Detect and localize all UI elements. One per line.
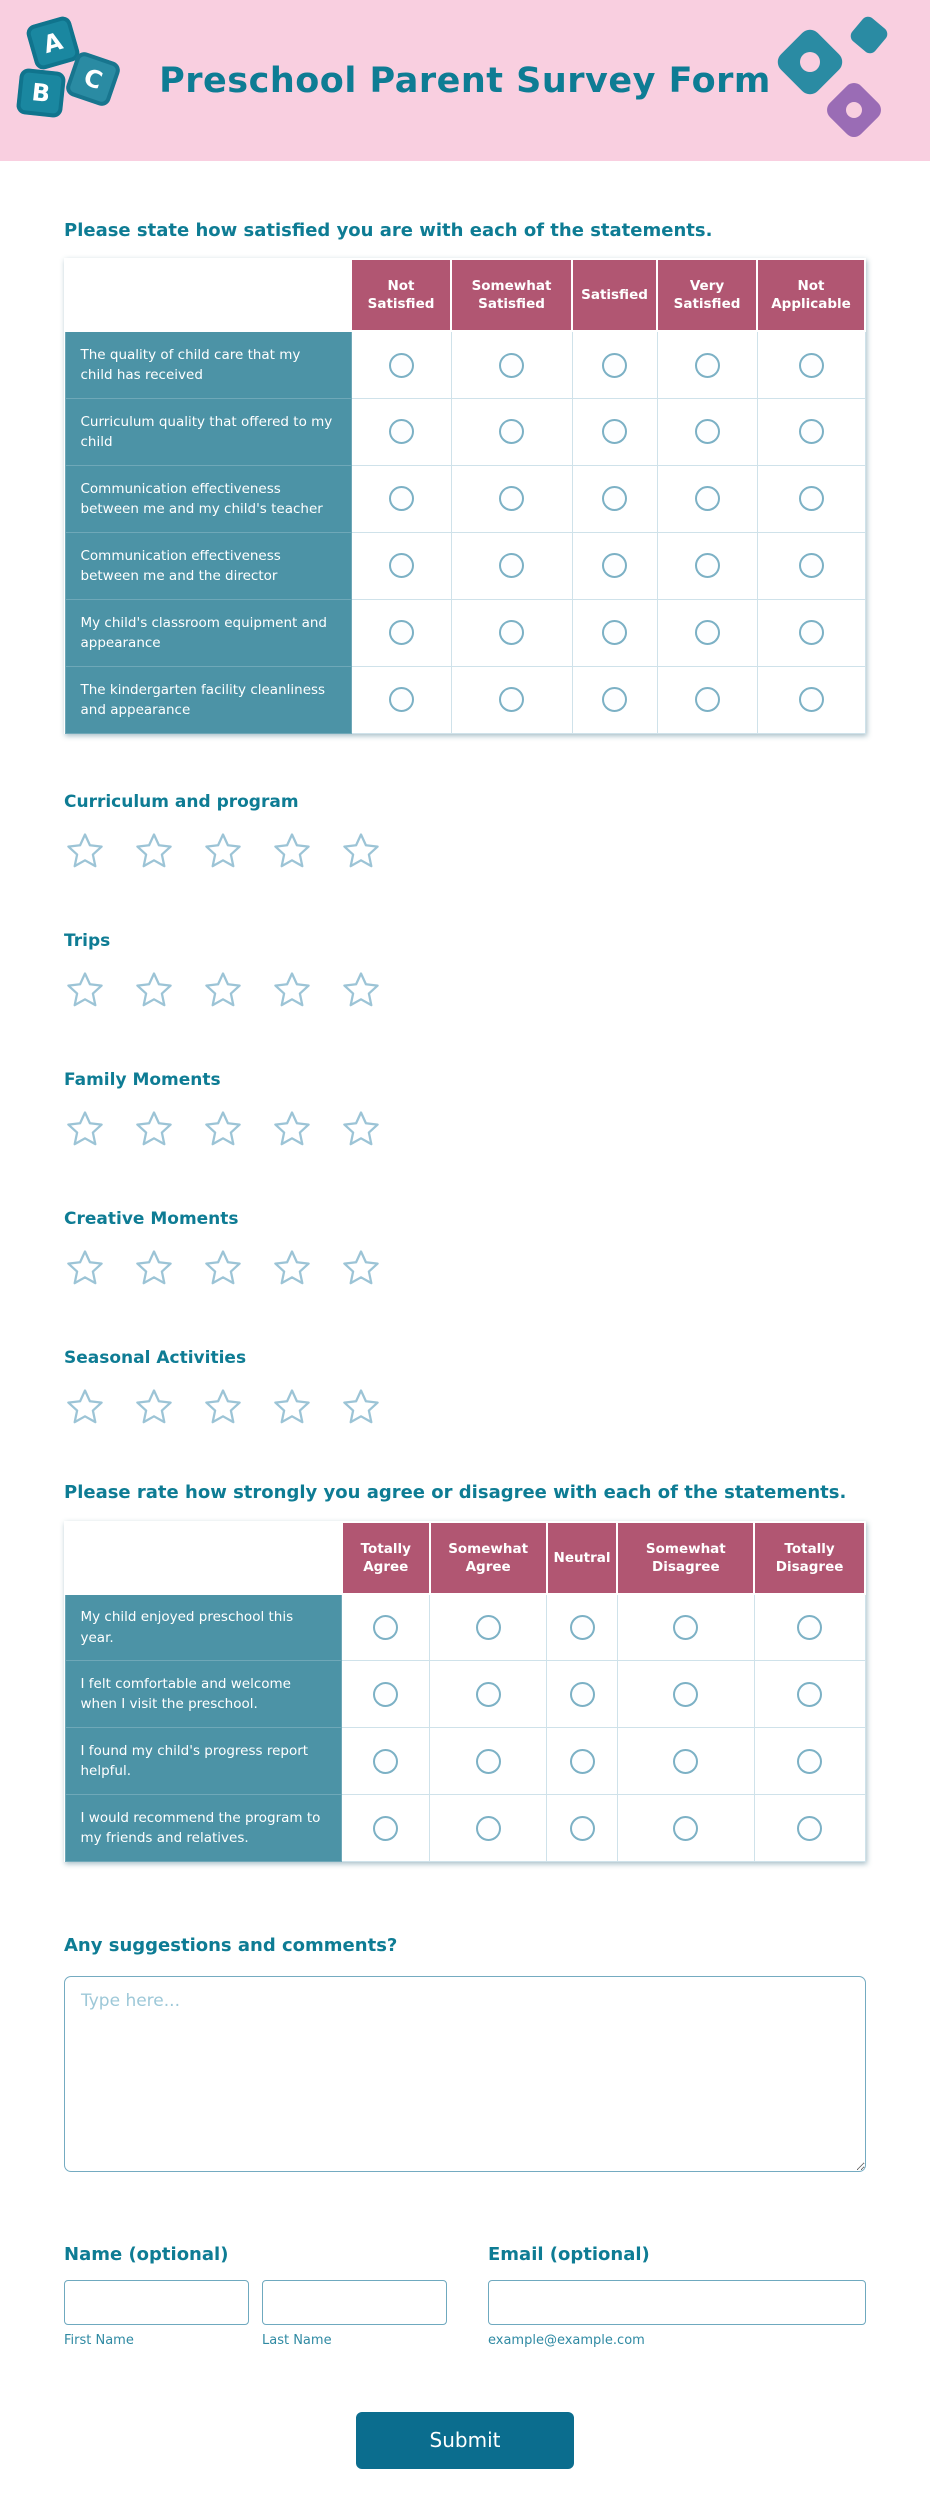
row-label: I felt comfortable and welcome when I visit the preschool.: [65, 1661, 342, 1728]
radio-option[interactable]: [389, 687, 414, 712]
star-icon[interactable]: [202, 1387, 244, 1429]
column-header: Totally Disagree: [754, 1522, 865, 1594]
column-header: Very Satisfied: [657, 259, 757, 331]
star-rating-family-moments: [64, 1109, 866, 1151]
star-icon[interactable]: [271, 1109, 313, 1151]
star-icon[interactable]: [340, 831, 382, 873]
matrix-row: [65, 1594, 865, 1661]
radio-option[interactable]: [499, 553, 524, 578]
column-header: Totally Agree: [342, 1522, 430, 1594]
matrix-row: [65, 331, 865, 398]
matrix-row: [65, 465, 865, 532]
star-rating-label: Trips: [64, 930, 111, 951]
column-header: Satisfied: [572, 259, 657, 331]
radio-option[interactable]: [797, 1615, 822, 1640]
row-label: Communication effectiveness between me and my child's teacher: [65, 465, 351, 532]
radio-option[interactable]: [570, 1749, 595, 1774]
block-letter: B: [30, 78, 52, 108]
radio-option[interactable]: [797, 1682, 822, 1707]
radio-option[interactable]: [570, 1615, 595, 1640]
radio-option[interactable]: [695, 353, 720, 378]
star-rating-trips: [64, 970, 866, 1012]
star-icon[interactable]: [271, 1387, 313, 1429]
star-icon[interactable]: [202, 1109, 244, 1151]
radio-option[interactable]: [602, 687, 627, 712]
star-icon[interactable]: [133, 831, 175, 873]
radio-option[interactable]: [673, 1749, 698, 1774]
name-email-row: [64, 2244, 866, 2348]
radio-option[interactable]: [673, 1615, 698, 1640]
radio-option[interactable]: [797, 1749, 822, 1774]
radio-option[interactable]: [389, 553, 414, 578]
purple-diamond-icon: [823, 79, 885, 141]
star-icon[interactable]: [271, 970, 313, 1012]
letter-block-b-icon: [16, 68, 67, 119]
radio-option[interactable]: [799, 553, 824, 578]
star-icon[interactable]: [133, 970, 175, 1012]
radio-option[interactable]: [499, 353, 524, 378]
block-letter: A: [40, 26, 66, 60]
email-field-label: Email (optional): [488, 2243, 650, 2265]
radio-option[interactable]: [373, 1749, 398, 1774]
radio-option[interactable]: [673, 1682, 698, 1707]
row-label: The quality of child care that my child has received: [65, 331, 351, 398]
row-label: Curriculum quality that offered to my child: [65, 398, 351, 465]
email-field-group: [488, 2244, 866, 2348]
row-label: My child enjoyed preschool this year.: [65, 1594, 342, 1661]
matrix-row: [65, 599, 865, 666]
star-icon[interactable]: [64, 1248, 106, 1290]
star-icon[interactable]: [340, 1248, 382, 1290]
radio-option[interactable]: [373, 1615, 398, 1640]
radio-option[interactable]: [476, 1749, 501, 1774]
first-name-input[interactable]: [64, 2280, 249, 2325]
star-icon[interactable]: [133, 1248, 175, 1290]
matrix-row: [65, 1795, 865, 1862]
last-name-input[interactable]: [262, 2280, 447, 2325]
matrix-row: [65, 532, 865, 599]
radio-option[interactable]: [570, 1816, 595, 1841]
column-header: Somewhat Satisfied: [451, 259, 572, 331]
row-label: I would recommend the program to my friends and relatives.: [65, 1795, 342, 1862]
row-label: My child's classroom equipment and appearance: [65, 599, 351, 666]
block-letter: C: [80, 62, 106, 96]
column-header: Somewhat Disagree: [617, 1522, 754, 1594]
star-rating-label: Curriculum and program: [64, 791, 299, 812]
radio-option[interactable]: [499, 620, 524, 645]
radio-option[interactable]: [389, 620, 414, 645]
star-icon[interactable]: [271, 831, 313, 873]
agreement-question: Please rate how strongly you agree or disagree with each of the statements.: [64, 1482, 847, 1504]
star-icon[interactable]: [202, 970, 244, 1012]
row-label: The kindergarten facility cleanliness and appearance: [65, 666, 351, 733]
radio-option[interactable]: [799, 419, 824, 444]
form-title: Preschool Parent Survey Form: [159, 60, 771, 101]
name-field-label: Name (optional): [64, 2243, 229, 2265]
comments-textarea[interactable]: [64, 1976, 866, 2172]
radio-option[interactable]: [799, 687, 824, 712]
email-input-group: [488, 2280, 866, 2348]
star-icon[interactable]: [271, 1248, 313, 1290]
star-rating-label: Creative Moments: [64, 1209, 239, 1230]
matrix-row: [65, 666, 865, 733]
matrix-row: [65, 398, 865, 465]
star-rating-seasonal-activities: [64, 1387, 866, 1429]
radio-option[interactable]: [799, 486, 824, 511]
column-header: Somewhat Agree: [430, 1522, 547, 1594]
form-header: [0, 0, 930, 161]
column-header: Not Applicable: [757, 259, 865, 331]
row-label: I found my child's progress report helpful.: [65, 1728, 342, 1795]
radio-option[interactable]: [373, 1682, 398, 1707]
small-teal-diamond-icon: [848, 14, 890, 56]
star-icon[interactable]: [64, 1109, 106, 1151]
radio-option[interactable]: [695, 687, 720, 712]
radio-option[interactable]: [499, 687, 524, 712]
star-rating-curriculum: [64, 831, 866, 873]
radio-option[interactable]: [499, 419, 524, 444]
radio-option[interactable]: [695, 620, 720, 645]
teal-diamond-icon: [773, 25, 847, 99]
column-header: Not Satisfied: [351, 259, 451, 331]
star-rating-creative-moments: [64, 1248, 866, 1290]
radio-option[interactable]: [602, 620, 627, 645]
form-body: [0, 219, 930, 2515]
star-rating-label: Family Moments: [64, 1070, 221, 1091]
comments-question: Any suggestions and comments?: [64, 1935, 398, 1957]
star-icon[interactable]: [202, 831, 244, 873]
name-field-group: [64, 2244, 447, 2348]
submit-row: [64, 2412, 866, 2469]
radio-option[interactable]: [389, 419, 414, 444]
email-input[interactable]: [488, 2280, 866, 2325]
radio-option[interactable]: [602, 553, 627, 578]
decorative-shapes: [770, 12, 910, 147]
matrix-corner-cell: [65, 1522, 342, 1594]
star-icon[interactable]: [133, 1387, 175, 1429]
radio-option[interactable]: [389, 486, 414, 511]
radio-option[interactable]: [602, 486, 627, 511]
radio-option[interactable]: [476, 1615, 501, 1640]
satisfaction-question: Please state how satisfied you are with each of the statements.: [64, 220, 713, 241]
radio-option[interactable]: [476, 1816, 501, 1841]
radio-option[interactable]: [797, 1816, 822, 1841]
radio-option[interactable]: [799, 620, 824, 645]
last-name-sublabel: Last Name: [262, 2332, 332, 2348]
matrix-row: [65, 1728, 865, 1795]
row-label: Communication effectiveness between me and the director: [65, 532, 351, 599]
submit-button[interactable]: Submit: [356, 2412, 574, 2469]
radio-option[interactable]: [602, 353, 627, 378]
star-icon[interactable]: [64, 831, 106, 873]
star-icon[interactable]: [340, 1109, 382, 1151]
radio-option[interactable]: [695, 553, 720, 578]
matrix-corner-cell: [65, 259, 351, 331]
radio-option[interactable]: [799, 353, 824, 378]
first-name-sublabel: First Name: [64, 2332, 134, 2348]
matrix-header-row: [65, 1522, 865, 1594]
satisfaction-matrix-table: [64, 258, 866, 734]
abc-blocks-logo: [16, 14, 136, 144]
radio-option[interactable]: [695, 486, 720, 511]
star-rating-label: Seasonal Activities: [64, 1348, 247, 1369]
matrix-row: [65, 1661, 865, 1728]
column-header: Neutral: [547, 1522, 618, 1594]
radio-option[interactable]: [373, 1816, 398, 1841]
radio-option[interactable]: [602, 419, 627, 444]
radio-option[interactable]: [476, 1682, 501, 1707]
radio-option[interactable]: [570, 1682, 595, 1707]
star-icon[interactable]: [340, 1387, 382, 1429]
star-icon[interactable]: [202, 1248, 244, 1290]
star-icon[interactable]: [133, 1109, 175, 1151]
star-icon[interactable]: [340, 970, 382, 1012]
radio-option[interactable]: [389, 353, 414, 378]
last-name-group: [262, 2280, 447, 2348]
email-sublabel: example@example.com: [488, 2332, 645, 2348]
star-icon[interactable]: [64, 970, 106, 1012]
first-name-group: [64, 2280, 249, 2348]
radio-option[interactable]: [673, 1816, 698, 1841]
radio-option[interactable]: [695, 419, 720, 444]
radio-option[interactable]: [499, 486, 524, 511]
star-icon[interactable]: [64, 1387, 106, 1429]
matrix-header-row: [65, 259, 865, 331]
agreement-matrix-table: [64, 1521, 866, 1863]
